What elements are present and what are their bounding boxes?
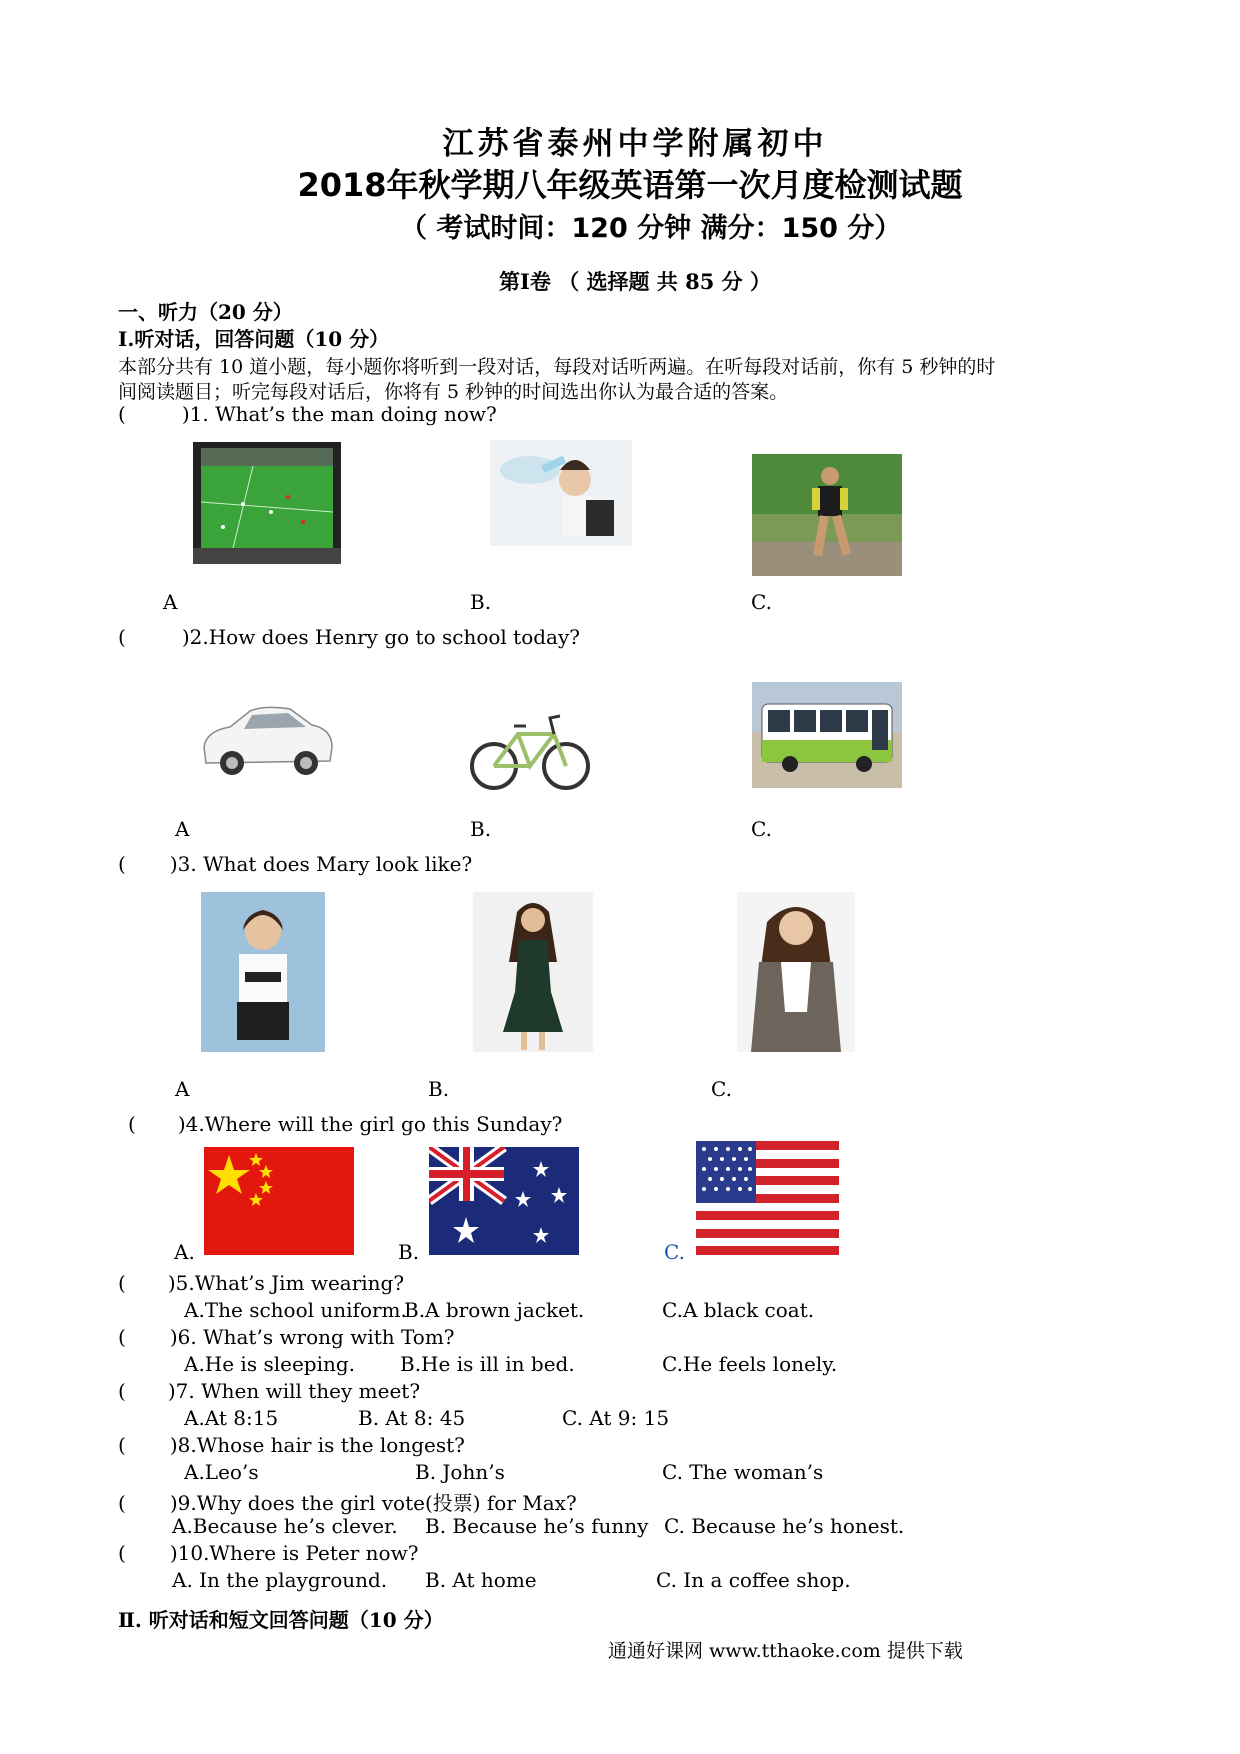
option-label-b: B. [398, 1240, 420, 1264]
running-man-picture [752, 454, 902, 576]
instruction-line-2: 间阅读题目；听完每段对话后，你将有 5 秒钟的时间选出你认为最合适的答案。 [118, 381, 789, 403]
bus-picture [752, 682, 902, 788]
option-a: A.Because he’s clever. [172, 1514, 398, 1538]
option-c: C. In a coffee shop. [656, 1568, 851, 1592]
option-label-a: A. [174, 1240, 195, 1264]
option-label-a: A [175, 817, 190, 841]
question-text: 7. When will they meet? [175, 1379, 421, 1403]
drinking-water-picture [490, 440, 632, 546]
option-b: B.A brown jacket. [404, 1298, 585, 1322]
question-text: 6. What’s wrong with Tom? [177, 1325, 455, 1349]
option-label-c: C. [751, 590, 772, 614]
option-label-c: C. [664, 1240, 685, 1264]
instruction-line-1: 本部分共有 10 道小题，每小题你将听到一段对话，每段对话听两遍。在听每段对话前，你有 5 秒钟的时 [118, 356, 996, 378]
question-text: 3. What does Mary look like? [177, 852, 473, 876]
question-9: ( )9.Why does the girl vote(投票) for Max? [118, 1491, 577, 1515]
option-a: A.The school uniform. [184, 1298, 407, 1322]
option-label-a: A [175, 1077, 190, 1101]
woman-curly-hair-picture [737, 892, 855, 1052]
car-picture [194, 685, 339, 795]
question-text: 8.Whose hair is the longest? [177, 1433, 465, 1457]
question-text: 5.What’s Jim wearing? [175, 1271, 405, 1295]
tv-football-picture [193, 442, 341, 564]
option-label-a: A [163, 590, 178, 614]
question-text: 1. What’s the man doing now? [189, 402, 497, 426]
question-5: ( )5.What’s Jim wearing? [118, 1271, 405, 1295]
option-c: C.He feels lonely. [662, 1352, 838, 1376]
option-c: C.A black coat. [662, 1298, 815, 1322]
question-3: ( )3. What does Mary look like? [118, 852, 473, 876]
option-label-c: C. [711, 1077, 732, 1101]
question-8: ( )8.Whose hair is the longest? [118, 1433, 465, 1457]
option-b: B. At home [425, 1568, 537, 1592]
question-6: ( )6. What’s wrong with Tom? [118, 1325, 455, 1349]
part-heading: 第Ⅰ卷 （ 选择题 共 85 分 ） [499, 269, 771, 294]
option-c: C. Because he’s honest. [664, 1514, 905, 1538]
school-name: 江苏省泰州中学附属初中 [442, 126, 828, 162]
option-label-b: B. [470, 590, 492, 614]
option-a: A.At 8:15 [184, 1406, 279, 1430]
option-c: C. The woman’s [662, 1460, 824, 1484]
footer-credit: 通通好课网 www.tthaoke.com 提供下载 [608, 1640, 963, 1662]
subsection-heading-1: Ⅰ.听对话，回答问题（10 分） [118, 327, 390, 351]
question-7: ( )7. When will they meet? [118, 1379, 421, 1403]
australia-flag-picture [429, 1147, 579, 1255]
option-b: B. Because he’s funny [425, 1514, 649, 1538]
question-text: 10.Where is Peter now? [177, 1541, 419, 1565]
question-2: ( )2.How does Henry go to school today? [118, 625, 580, 649]
exam-title: 2018年秋学期八年级英语第一次月度检测试题 [297, 166, 963, 204]
option-label-b: B. [428, 1077, 450, 1101]
option-label-b: B. [470, 817, 492, 841]
bicycle-picture [468, 700, 593, 802]
question-text: 2.How does Henry go to school today? [189, 625, 580, 649]
question-4: ( )4.Where will the girl go this Sunday? [128, 1112, 563, 1136]
question-10: ( )10.Where is Peter now? [118, 1541, 419, 1565]
usa-flag-picture [696, 1141, 839, 1255]
china-flag-picture [204, 1147, 354, 1255]
woman-long-hair-picture [473, 892, 593, 1052]
option-b: B. John’s [415, 1460, 505, 1484]
option-b: B.He is ill in bed. [400, 1352, 575, 1376]
section-listening: 一、听力（20 分） [118, 300, 293, 324]
option-a: A. In the playground. [172, 1568, 388, 1592]
exam-info: （ 考试时间：120 分钟 满分：150 分） [400, 213, 902, 244]
subsection-heading-2: Ⅱ. 听对话和短文回答问题（10 分） [118, 1608, 444, 1632]
question-text: 9.Why does the girl vote(投票) for Max? [177, 1491, 577, 1515]
answer-blank-open: ( [118, 402, 126, 426]
option-a: A.He is sleeping. [184, 1352, 356, 1376]
woman-short-hair-picture [201, 892, 325, 1052]
question-1: ( )1. What’s the man doing now? [118, 402, 497, 426]
question-text: 4.Where will the girl go this Sunday? [185, 1112, 563, 1136]
option-a: A.Leo’s [184, 1460, 259, 1484]
option-b: B. At 8: 45 [358, 1406, 466, 1430]
option-c: C. At 9: 15 [562, 1406, 670, 1430]
option-label-c: C. [751, 817, 772, 841]
